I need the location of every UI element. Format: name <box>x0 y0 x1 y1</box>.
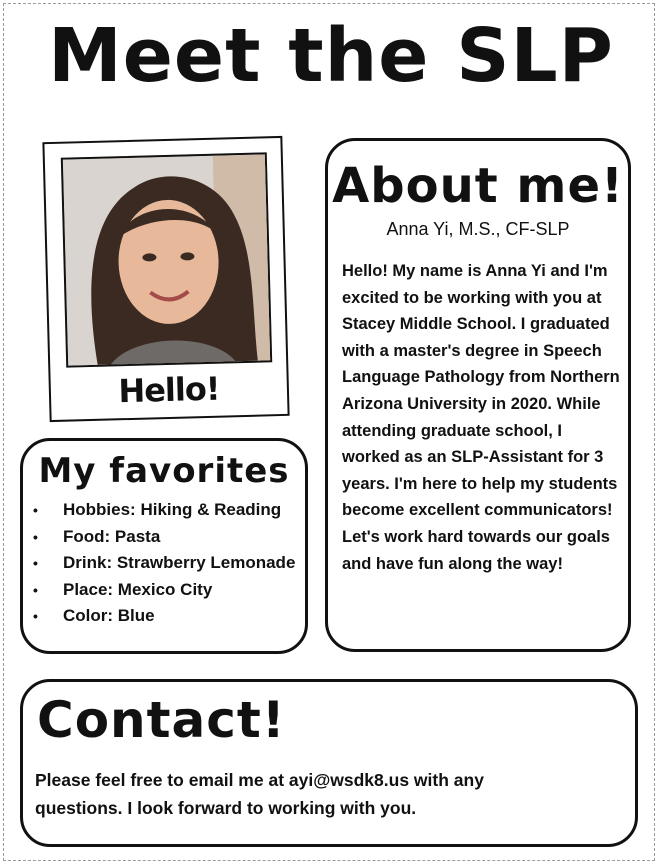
favorite-item: • Drink: Strawberry Lemonade <box>55 550 305 577</box>
contact-heading: Contact! <box>37 691 286 749</box>
favorite-item: • Color: Blue <box>55 603 305 630</box>
favorite-item: • Hobbies: Hiking & Reading <box>55 497 305 524</box>
favorites-box <box>20 438 308 654</box>
favorites-list <box>23 497 305 630</box>
profile-photo <box>61 152 272 367</box>
about-me-box <box>325 138 631 652</box>
favorite-item: • Food: Pasta <box>55 524 305 551</box>
favorite-item: • Place: Mexico City <box>55 577 305 604</box>
about-bio: Hello! My name is Anna Yi and I'm excited to be working with you at Stacey Middle School. I graduated with a master's degree in Speech Language Pathology from Northern Arizona University in 2020. While attending graduate school, I worked as an SLP-Assistant for 3 years. I'm here to help my students become excellent communicators! Let's work hard towards our goals and have fun along the way! <box>342 262 620 573</box>
contact-box <box>20 679 638 847</box>
contact-text: Please feel free to email me at ayi@wsdk8.us with any questions. I look forward to working with you. <box>35 770 484 818</box>
about-heading: About me! <box>332 158 624 214</box>
favorites-heading: My favorites <box>38 451 290 491</box>
portrait-illustration <box>63 154 272 367</box>
photo-caption: Hello! <box>117 369 220 411</box>
page-title: Meet the SLP <box>48 13 614 99</box>
slp-name: Anna Yi, M.S., CF-SLP <box>386 219 570 239</box>
photo-frame <box>42 136 289 422</box>
